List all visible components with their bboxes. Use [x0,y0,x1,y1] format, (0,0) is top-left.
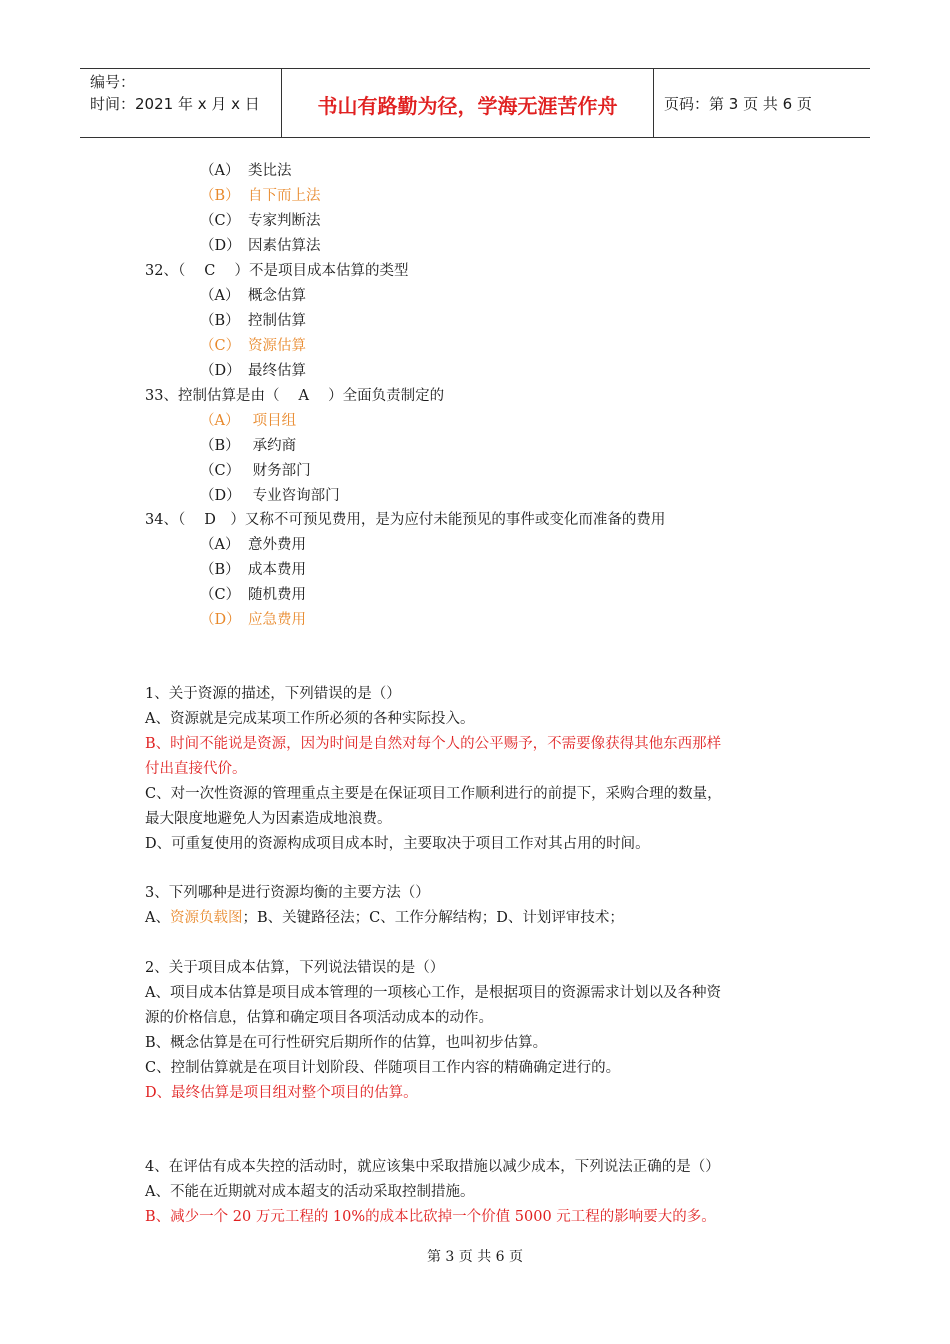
q33-option-b: （B） 承约商 [200,438,297,454]
page-header [80,68,870,138]
q31-option-a: （A） 类比法 [200,163,292,179]
q1-stem: 1、关于资源的描述，下列错误的是（） [145,686,401,702]
q32-option-a: （A） 概念估算 [200,288,306,304]
q1-option-b-answer-line2: 付出直接代价。 [145,761,247,777]
q31-option-d: （D） 因素估算法 [200,238,321,254]
q2-option-a-line1: A、项目成本估算是项目成本管理的一项核心工作，是根据项目的资源需求计划以及各种资 [145,985,721,1001]
q34-option-c: （C） 随机费用 [200,587,306,603]
q33-stem: 33、控制估算是由（ A ）全面负责制定的 [145,388,445,404]
q1-option-a: A、资源就是完成某项工作所必须的各种实际投入。 [145,711,475,727]
q32-stem: 32、（ C ）不是项目成本估算的类型 [145,263,409,279]
q1-option-b-answer-line1: B、时间不能说是资源，因为时间是自然对每个人的公平赐予，不需要像获得其他东西那样 [145,736,722,752]
q34-stem: 34、（ D ）又称不可预见费用，是为应付未能预见的事件或变化而准备的费用 [145,512,666,528]
q31-option-b-answer: （B） 自下而上法 [200,188,321,204]
q2-option-d-answer: D、最终估算是项目组对整个项目的估算。 [145,1085,418,1101]
q2-option-a-line2: 源的价格信息，估算和确定项目各项活动成本的动作。 [145,1010,493,1026]
header-motto-cell [282,69,654,137]
q4-option-a: A、不能在近期就对成本超支的活动采取控制措施。 [145,1184,475,1200]
q1-option-c-line2: 最大限度地避免人为因素造成地浪费。 [145,811,392,827]
q3-stem: 3、下列哪种是进行资源均衡的主要方法（） [145,885,430,901]
q31-option-c: （C） 专家判断法 [200,213,321,229]
q4-stem: 4、在评估有成本失控的活动时，就应该集中采取措施以减少成本，下列说法正确的是（） [145,1159,720,1175]
q34-option-a: （A） 意外费用 [200,537,306,553]
document-number-label: 编号： [90,73,136,91]
q2-option-c: C、控制估算就是在项目计划阶段、伴随项目工作内容的精确确定进行的。 [145,1060,621,1076]
q32-option-c-answer: （C） 资源估算 [200,338,306,354]
q1-option-c-line1: C、对一次性资源的管理重点主要是在保证项目工作顺利进行的前提下，采购合理的数量， [145,786,722,802]
q2-option-b: B、概念估算是在可行性研究后期所作的估算，也叫初步估算。 [145,1035,548,1051]
q34-option-b: （B） 成本费用 [200,562,306,578]
q4-option-b-answer: B、减少一个 20 万元工程的 10%的成本比砍掉一个价值 5000 元工程的影响要大的多。 [145,1209,716,1225]
q3-answer: 资源负载图 [169,910,243,926]
page-footer: 第 3 页 共 6 页 [426,1249,524,1265]
header-page-cell [654,69,870,137]
q34-option-d-answer: （D） 应急费用 [200,612,306,628]
q2-stem: 2、关于项目成本估算，下列说法错误的是（） [145,960,445,976]
q1-option-d: D、可重复使用的资源构成项目成本时，主要取决于项目工作对其占用的时间。 [145,836,650,852]
q33-option-d: （D） 专业咨询部门 [200,488,340,504]
header-motto: 书山有路勤为径，学海无涯苦作舟 [317,93,618,118]
document-date: 时间：2021 年 x 月 x 日 [90,95,260,113]
q33-option-a-answer: （A） 项目组 [200,413,297,429]
q3-options: A、资源负载图；B、关键路径法；C、工作分解结构；D、计划评审技术； [145,910,624,926]
q32-option-d: （D） 最终估算 [200,363,306,379]
q32-option-b: （B） 控制估算 [200,313,306,329]
q33-option-c: （C） 财务部门 [200,463,311,479]
header-page-info: 页码：第 3 页 共 6 页 [664,94,812,113]
header-info-cell [80,69,282,137]
